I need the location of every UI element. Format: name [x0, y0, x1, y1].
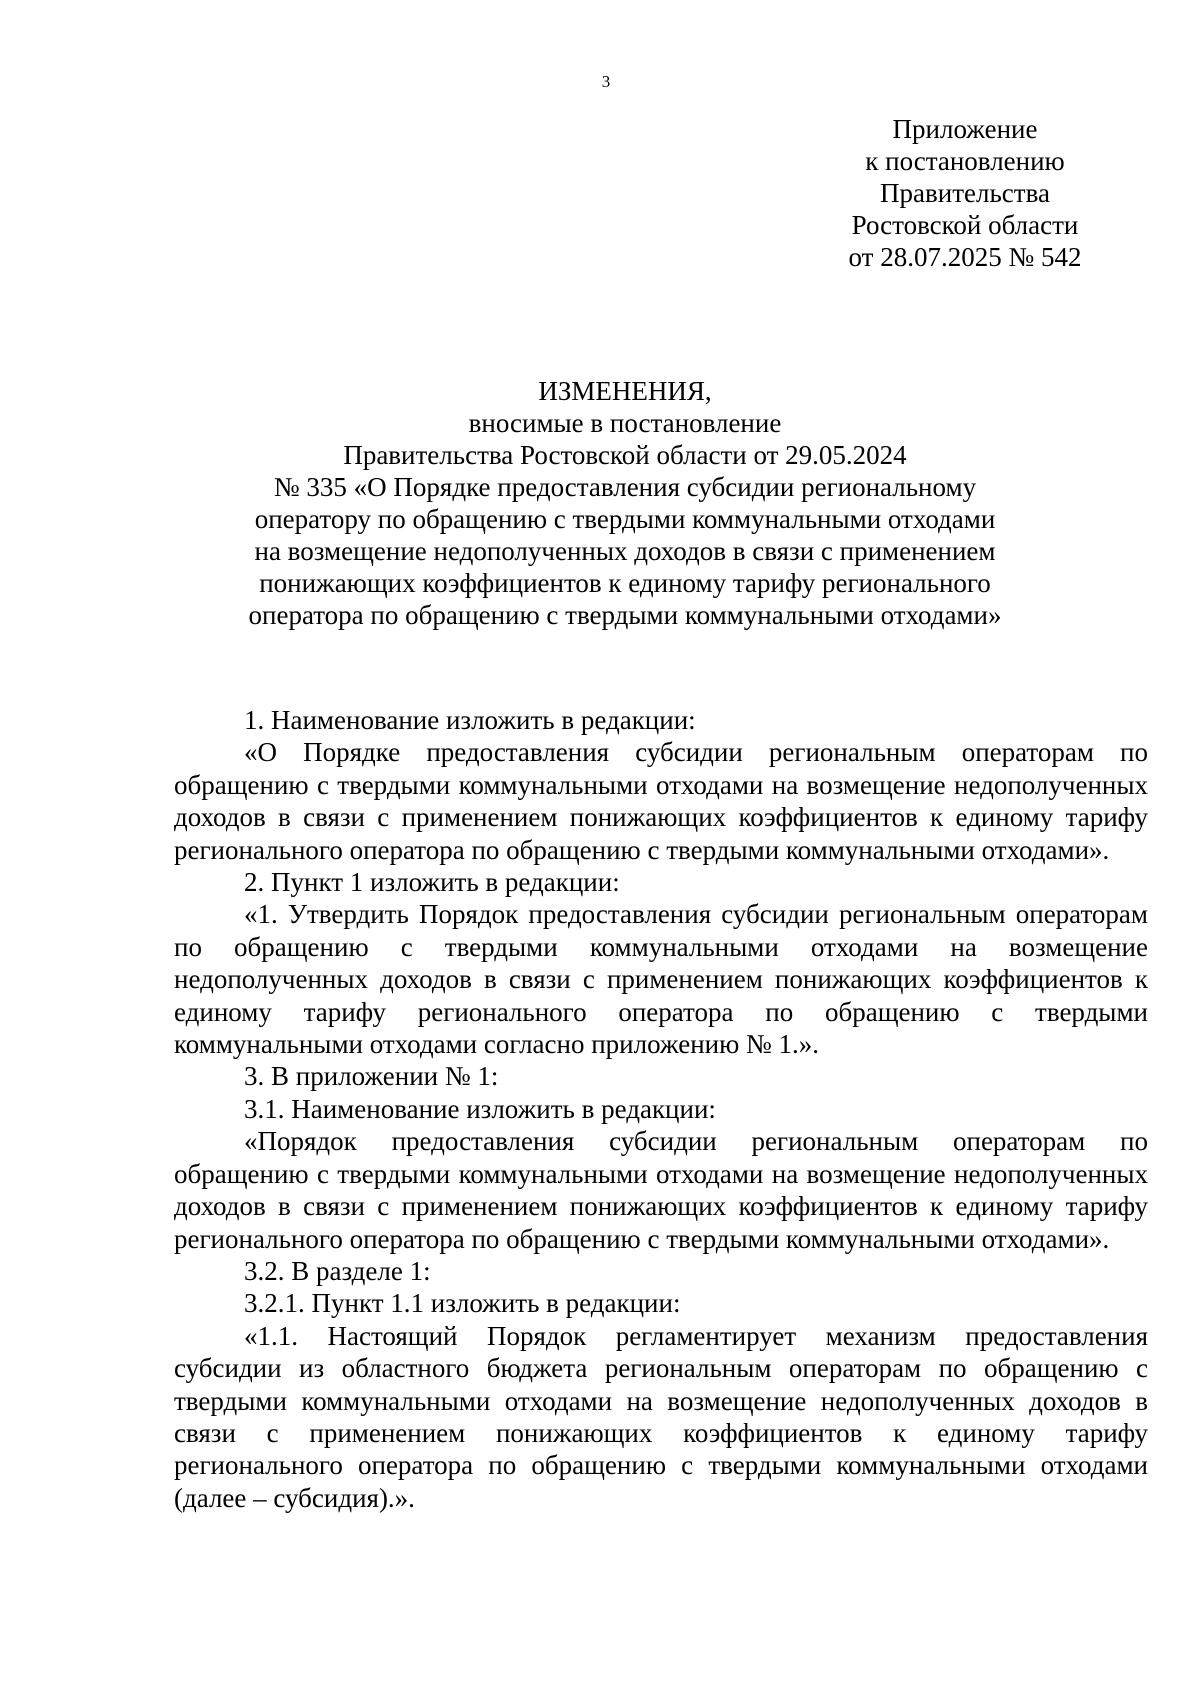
appendix-line: Ростовской области: [851, 210, 1079, 240]
document-body: [174, 704, 1148, 1514]
appendix-line: к постановлению: [865, 146, 1065, 176]
title-line: на возмещение недополученных доходов в связи с применением: [254, 536, 996, 566]
title-line: вносимые в постановление: [468, 408, 782, 438]
title-line: Правительства Ростовской области от 29.05.2024: [343, 440, 907, 470]
appendix-line: от 28.07.2025 № 542: [848, 242, 1082, 272]
appendix-line: Приложение: [892, 114, 1038, 144]
appendix-reference: [830, 113, 1100, 273]
paragraph: «Порядок предоставления субсидии региональным операторам по обращению с твердыми коммунальными отходами на возмещение недополученных доходов в связи с применением понижающих коэффициентов к единому тарифу регионального оператора по обращению с твердыми коммунальными отходами».: [174, 1126, 1148, 1254]
title-line: оператора по обращению с твердыми коммунальными отходами»: [248, 600, 1002, 630]
paragraph: «О Порядке предоставления субсидии региональным операторам по обращению с твердыми коммунальными отходами на возмещение недополученных доходов в связи с применением понижающих коэффициентов к единому тарифу регионального оператора по обращению с твердыми коммунальными отходами».: [174, 737, 1148, 865]
title-line: понижающих коэффициентов к единому тарифу регионального: [259, 568, 991, 598]
paragraph: 3.2. В разделе 1:: [244, 1255, 431, 1286]
appendix-line: Правительства: [880, 178, 1050, 208]
paragraph: 3.1. Наименование изложить в редакции:: [244, 1093, 716, 1124]
paragraph: «1. Утвердить Порядок предоставления субсидии региональным операторам по обращению с твердыми коммунальными отходами на возмещение недополученных доходов в связи с применением понижающих коэффициентов к единому тарифу регионального оператора по обращению с твердыми коммунальными отходами согласно приложению № 1.».: [174, 899, 1148, 1060]
paragraph: 2. Пункт 1 изложить в редакции:: [244, 867, 620, 898]
paragraph: 1. Наименование изложить в редакции:: [244, 705, 696, 735]
title-line: № 335 «О Порядке предоставления субсидии региональному: [273, 472, 977, 502]
title-heading: ИЗМЕНЕНИЯ,: [538, 376, 712, 406]
document-title: [230, 375, 1020, 631]
page-number: 3: [601, 72, 611, 91]
title-line: оператору по обращению с твердыми коммунальными отходами: [254, 504, 996, 534]
paragraph: 3. В приложении № 1:: [244, 1061, 499, 1092]
paragraph: «1.1. Настоящий Порядок регламентирует механизм предоставления субсидии из областного бюджета региональным операторам по обращению с твердыми коммунальными отходами на возмещение недополученных доходов в связи с применением понижающих коэффициентов к единому тарифу регионального оператора по обращению с твердыми коммунальными отходами (далее – субсидия).».: [174, 1320, 1148, 1513]
paragraph: 3.2.1. Пункт 1.1 изложить в редакции:: [244, 1288, 681, 1319]
